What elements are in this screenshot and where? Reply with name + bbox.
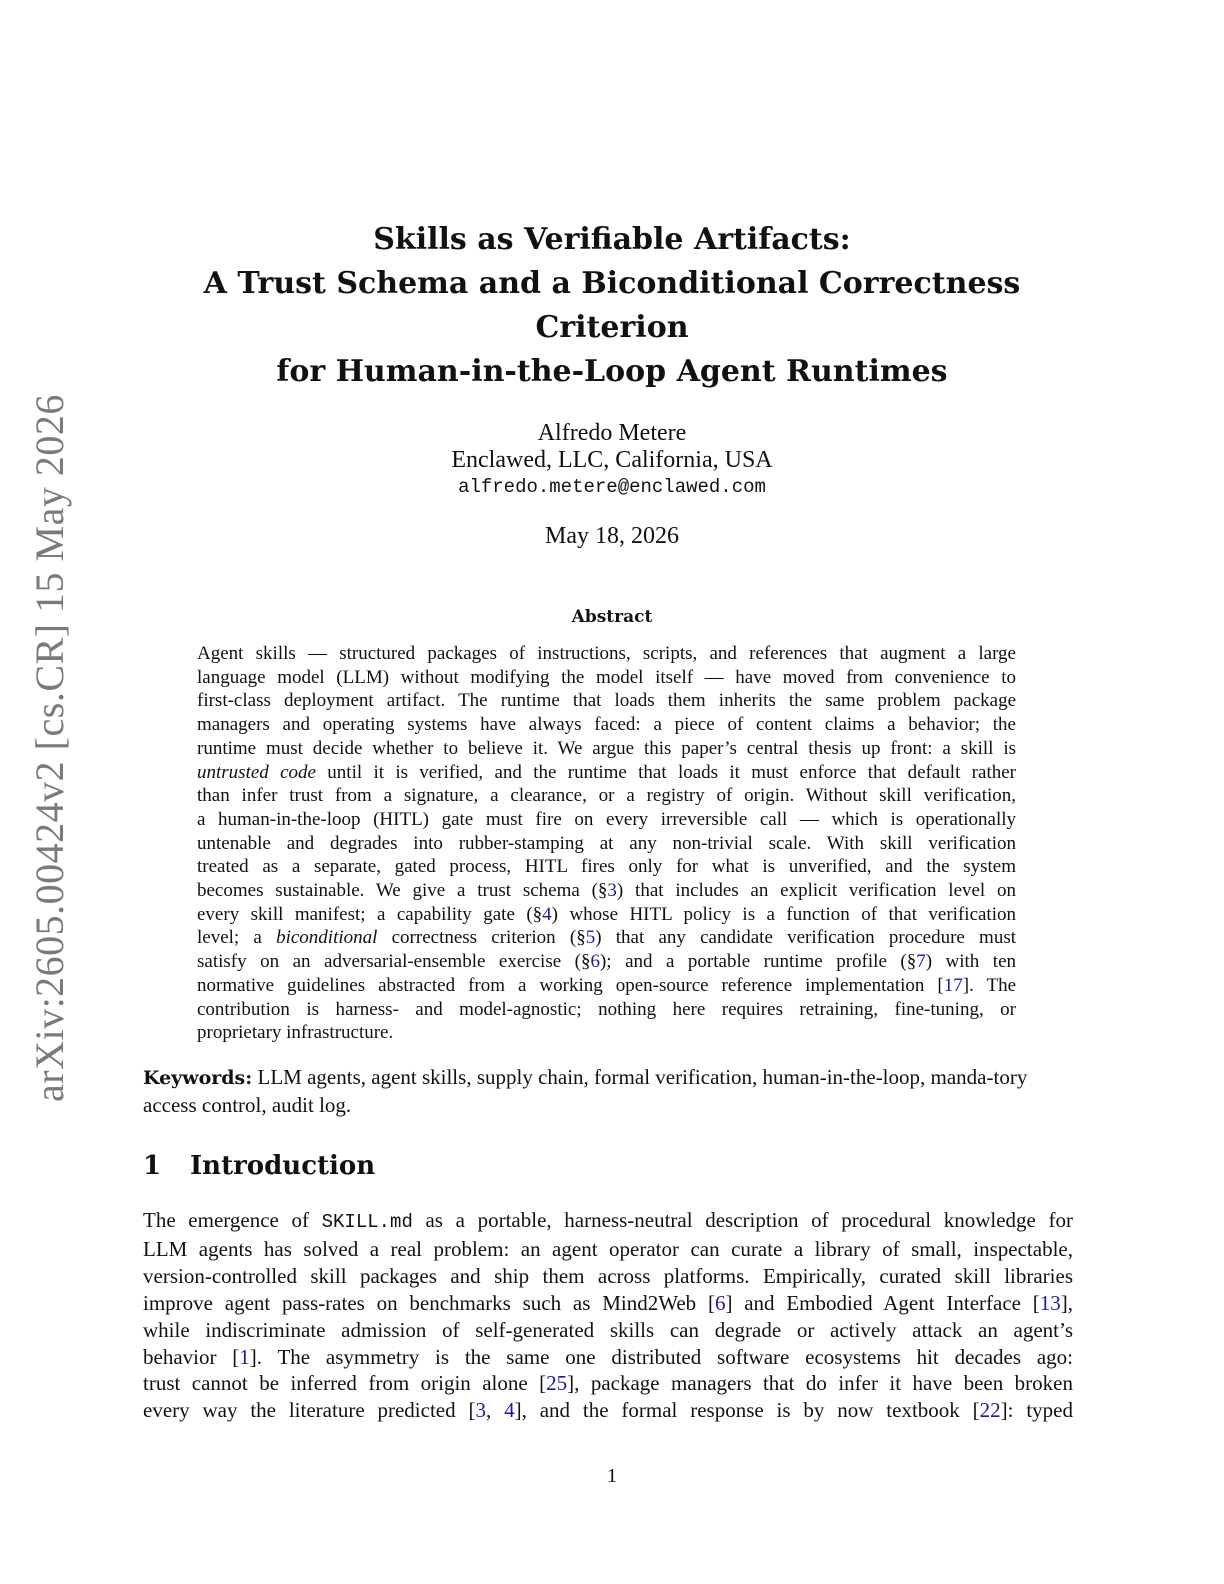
abstract-line <box>197 974 1016 998</box>
intro-text: behavior [ <box>143 1344 240 1369</box>
author-email[interactable]: alfredo.metere@enclawed.com <box>458 476 766 498</box>
section-ref-link[interactable]: 3 <box>607 880 617 902</box>
intro-text: trust cannot be inferred from origin alone [ <box>143 1371 547 1396</box>
abstract-line <box>197 926 1016 950</box>
intro-text: , <box>485 1398 505 1423</box>
abstract-body <box>197 642 1016 1045</box>
intro-text: ] and Embodied Agent Interface [ <box>725 1290 1040 1315</box>
introduction-body <box>143 1207 1073 1424</box>
intro-text: every way the literature predicted [ <box>143 1398 476 1423</box>
abstract-line <box>197 879 1016 903</box>
abstract-text: ) with ten <box>925 951 1016 973</box>
intro-line <box>143 1207 1073 1236</box>
intro-line <box>143 1344 1073 1371</box>
author-name: Alfredo Metere <box>537 420 687 446</box>
intro-line <box>143 1370 1073 1397</box>
inline-code: SKILL.md <box>321 1211 413 1233</box>
abstract-text: correctness criterion (§ <box>377 927 586 949</box>
abstract-line: runtime must decide whether to believe it. We argue this paper’s central thesis up front: a skill is <box>197 737 1016 759</box>
abstract-line: a human-in-the-loop (HITL) gate must fire on every irreversible call — which is operationally <box>197 808 1016 830</box>
intro-text: The emergence of <box>143 1208 322 1232</box>
intro-line <box>143 1397 1073 1424</box>
citation-link[interactable]: 13 <box>1039 1290 1061 1315</box>
abstract-line: first-class deployment artifact. The runtime that loads them inherits the same problem package <box>197 690 1016 712</box>
author-block <box>150 420 1074 501</box>
intro-text: ], package managers that do infer it have been broken <box>567 1371 1073 1396</box>
title-line: for Human-in-the-Loop Agent Runtimes <box>276 354 948 389</box>
emphasis-untrusted-code: untrusted code <box>197 761 316 783</box>
citation-link[interactable]: 22 <box>979 1398 1001 1423</box>
intro-line: LLM agents has solved a real problem: an agent operator can curate a library of small, inspectable, <box>143 1236 1073 1261</box>
section-heading-introduction <box>143 1151 1073 1181</box>
abstract-text: ) that includes an explicit verification level on <box>616 880 1017 902</box>
keywords-label: Keywords: <box>143 1067 253 1089</box>
abstract-text: until it is verified, and the runtime that loads it must enforce that default rather <box>315 761 1016 783</box>
keywords-text: LLM agents, agent skills, supply chain, formal verification, human-in-the-loop, manda-tory access control, audit log. <box>143 1065 1028 1117</box>
section-number: 1 <box>143 1151 162 1181</box>
arxiv-identifier-stamp: arXiv:2605.00424v2 [cs.CR] 15 May 2026 <box>27 394 72 1102</box>
abstract-line: contribution is harness- and model-agnostic; nothing here requires retraining, fine-tuning, or <box>197 998 1016 1020</box>
intro-line: version-controlled skill packages and ship them across platforms. Empirically, curated skill libraries <box>143 1263 1073 1288</box>
abstract-text: ]. The <box>962 974 1017 996</box>
intro-text: ], <box>1060 1290 1073 1315</box>
abstract-line: proprietary infrastructure. <box>197 1022 394 1044</box>
abstract-line <box>197 903 1016 927</box>
keywords <box>143 1064 1073 1119</box>
title-line: A Trust Schema and a Biconditional Correctness <box>203 266 1021 301</box>
abstract-text: normative guidelines abstracted from a working open-source reference implementation [ <box>197 974 944 996</box>
abstract-text: satisfy on an adversarial-ensemble exercise (§ <box>197 951 591 973</box>
citation-link[interactable]: 1 <box>239 1344 250 1369</box>
section-ref-link[interactable]: 6 <box>590 951 600 973</box>
intro-line <box>143 1290 1073 1317</box>
author-affiliation: Enclawed, LLC, California, USA <box>451 447 773 473</box>
abstract-text: every skill manifest; a capability gate (§ <box>197 903 543 925</box>
section-title: Introduction <box>190 1151 376 1181</box>
citation-link[interactable]: 3 <box>475 1398 486 1423</box>
intro-text: improve agent pass-rates on benchmarks such as Mind2Web [ <box>143 1290 715 1315</box>
abstract-line <box>197 761 1016 785</box>
intro-text: as a portable, harness-neutral description of procedural knowledge for <box>412 1208 1073 1232</box>
abstract-text: level; a <box>197 927 277 949</box>
title-line: Skills as Verifiable Artifacts: <box>373 222 851 257</box>
abstract-text: ) whose HITL policy is a function of that verification <box>551 903 1016 925</box>
abstract-text: ) that any candidate verification procedure must <box>595 927 1017 949</box>
paper-title <box>150 218 1074 394</box>
abstract-line: treated as a separate, gated process, HITL fires only for what is unverified, and the system <box>197 856 1016 878</box>
abstract-line: than infer trust from a signature, a clearance, or a registry of origin. Without skill verification, <box>197 785 1016 807</box>
section-ref-link[interactable]: 4 <box>542 903 552 925</box>
abstract-heading: Abstract <box>571 607 653 627</box>
intro-line: while indiscriminate admission of self-generated skills can degrade or actively attack an agent’s <box>143 1317 1073 1342</box>
citation-link[interactable]: 6 <box>714 1290 726 1315</box>
intro-text: ]. The asymmetry is the same one distributed software ecosystems hit decades ago: <box>249 1344 1073 1369</box>
paper-date: May 18, 2026 <box>545 523 679 549</box>
abstract-line: managers and operating systems have always faced: a piece of content claims a behavior; the <box>197 714 1016 736</box>
abstract-line: untenable and degrades into rubber-stamping at any non-trivial scale. With skill verification <box>197 832 1016 854</box>
citation-link[interactable]: 4 <box>504 1398 515 1423</box>
section-ref-link[interactable]: 5 <box>585 927 596 949</box>
abstract-line <box>197 950 1016 974</box>
abstract-text: becomes sustainable. We give a trust schema (§ <box>197 880 608 902</box>
abstract-line: Agent skills — structured packages of instructions, scripts, and references that augment a large <box>197 643 1016 664</box>
intro-text: ]: typed <box>1000 1398 1073 1423</box>
section-ref-link[interactable]: 7 <box>916 951 926 973</box>
intro-text: ], and the formal response is by now textbook [ <box>514 1398 980 1423</box>
abstract-line: language model (LLM) without modifying the model itself — have moved from convenience to <box>197 666 1016 688</box>
citation-link[interactable]: 17 <box>943 974 963 996</box>
page-number: 1 <box>607 1465 617 1487</box>
citation-link[interactable]: 25 <box>546 1371 568 1396</box>
emphasis-biconditional: biconditional <box>276 927 378 949</box>
title-line: Criterion <box>535 310 689 345</box>
abstract-text: ); and a portable runtime profile (§ <box>599 951 917 973</box>
